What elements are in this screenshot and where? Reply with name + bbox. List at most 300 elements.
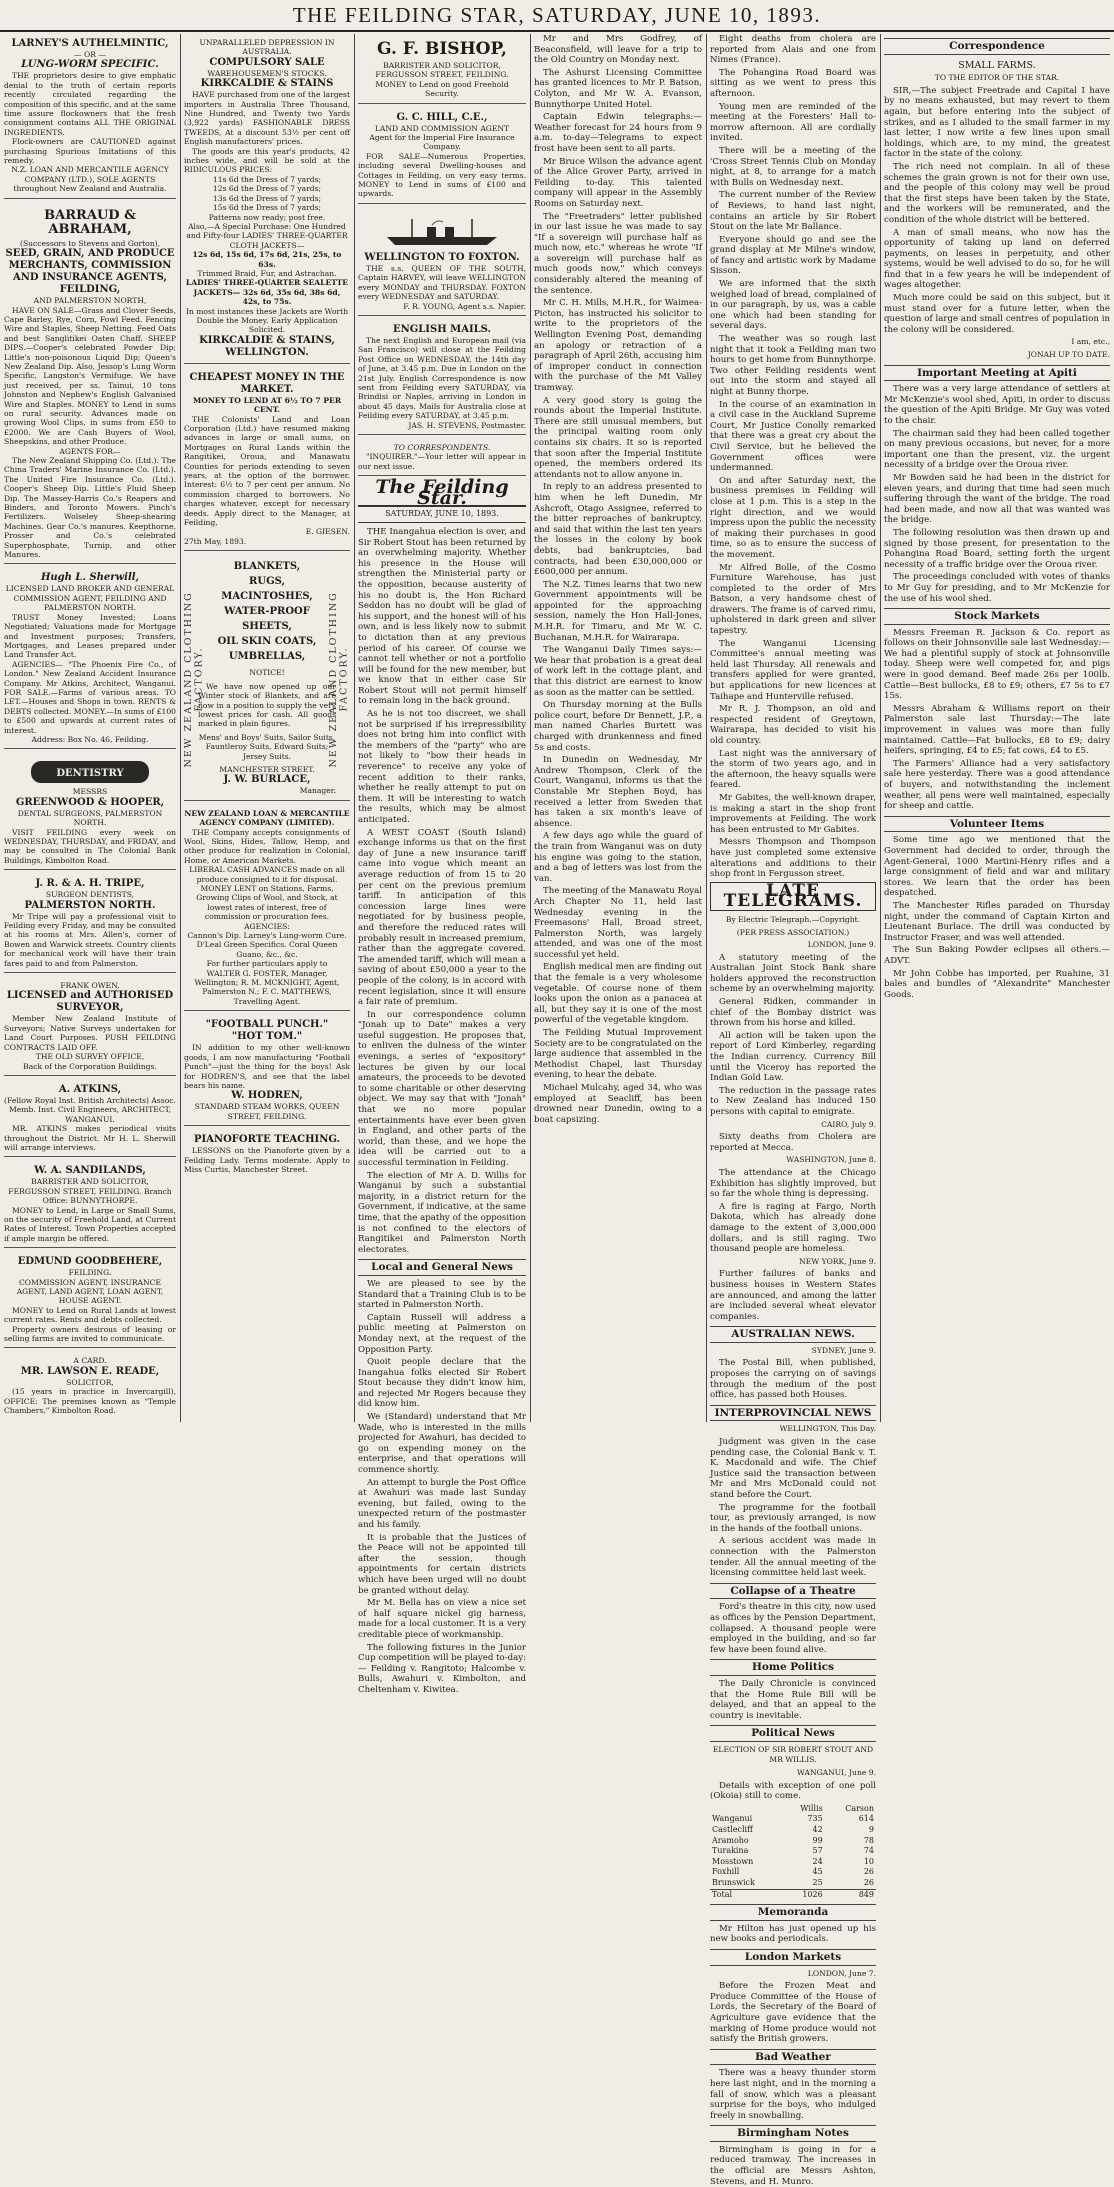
ad-hugh-sherwill <box>4 568 176 749</box>
section-heading: Home Politics <box>710 1659 876 1676</box>
paragraph: All action will be taken upon the report of Lord Kimberley, regarding the Indian currency. Currency Bill until the Viceroy has reported the Indian Gold Law. <box>710 1030 876 1084</box>
ad-text: Cannon's Dip. Larney's Lung-worm Cure. D'Leal Green Specifics. Coral Queen Guano, &c., &c. <box>187 931 347 959</box>
letter-heading: SMALL FARMS. <box>958 59 1036 71</box>
table-header-cell <box>710 1804 783 1815</box>
ad-text: DENTAL SURGEONS, PALMERSTON NORTH. <box>17 808 163 828</box>
logo-text: DENTISTRY <box>56 768 124 780</box>
dateline: SYDNEY, June 9. <box>811 1345 876 1355</box>
paragraph: Messrs Thompson and Thompson have just completed some extensive alterations and additions to their shop front in Fergusson street. <box>710 837 876 880</box>
ad-text: Trimmed Braid, Fur, and Astrachan. <box>197 268 337 278</box>
ad-title: "FOOTBALL PUNCH." <box>205 1019 329 1031</box>
ad-title: ENGLISH MAILS. <box>392 323 492 335</box>
paragraph: In reply to an address presented to him when he left Dunedin, Mr Ashcroft, Otago Assignee, referred to the bitter reproaches of bankruptcy, and said that within the last ten years the losses in the colony by book debts, bad bankruptcies, bad contracts, had been £30,000,000 or £600,000 per annum. <box>534 482 702 578</box>
table-row <box>710 1878 876 1889</box>
ad-text: MANCHESTER STREET. <box>219 764 315 774</box>
ad-tripe <box>4 874 176 973</box>
price-line: LADIES' THREE-QUARTER SEALETTE JACKETS— 32s 6d, 35s 6d, 38s 6d, 42s, to 75s. <box>185 278 349 307</box>
price-line: 15s 6d the Dress of 7 yards; <box>212 203 322 213</box>
ad-atkins <box>4 1080 176 1157</box>
dateline: NEW YORK, June 9. <box>799 1256 876 1266</box>
ad-body: We have now opened up our Winter stock of Blankets, and are now in a position to supply the very lowest prices for cash. All goods marked in plain figures. <box>198 681 336 729</box>
dentistry-logo <box>4 760 176 784</box>
ad-hill <box>358 108 526 204</box>
ad-title: G. C. HILL, C.E., <box>396 111 488 123</box>
paragraph: A few days ago while the guard of the train from Wanganui was on duty his engine was going to the station, and a bag of letters was lost from the van. <box>534 831 702 884</box>
ad-body: LESSONS on the Pianoforte given by a Feilding Lady. Terms moderate. Apply to Miss Curtis, Manchester Street. <box>184 1146 350 1174</box>
dateline: WASHINGTON, June 8. <box>786 1155 876 1165</box>
ad-title: BARRAUD & ABRAHAM, <box>44 207 136 237</box>
paragraph: There will be a meeting of the 'Cross Street Tennis Club on Monday night, at 8, to arrange for a match with Bulls on Wednesday next. <box>710 145 876 188</box>
feilding-star-masthead: The Feilding Star. <box>375 476 509 509</box>
paragraph: The Feilding Mutual Improvement Society are to be congratulated on the large audience that assembled in the Methodist Chapel, last Thursday evening, to hear the debate. <box>534 1028 702 1081</box>
steamship-icon <box>377 215 507 249</box>
column-rule <box>880 34 881 1422</box>
election-results-table <box>710 1804 876 1900</box>
paragraph: Mr and Mrs Godfrey, of Beaconsfield, will leave for a trip to the Old Country on Monday next. <box>534 34 702 66</box>
ad-text: AND PALMERSTON NORTH, <box>33 296 147 306</box>
ad-body: THE proprietors desire to give emphatic denial to the truth of certain reports recently circulated regarding the composition of this specific, and at the same time assure flockowners that the fresh consignment contains ALL THE ORIGINAL INGREDIENTS. <box>4 71 176 137</box>
paragraph: Captain Russell will address a public meeting at Palmerston on Monday next, at the request of the Opposition Party. <box>358 1312 526 1355</box>
ad-text: FEILDING, <box>59 284 121 296</box>
paragraph: Mr C. H. Mills, M.H.R., for Waimea-Picton, has instructed his solicitor to write to the proprietors of the Wellington Evening Post, demanding an apology or retraction of a paragraph of April 26th, accusing him of improper conduct in connection with the purchase of the Mt Valley tramway. <box>534 298 702 393</box>
ad-title: A. ATKINS, <box>58 1083 122 1095</box>
table-cell: 78 <box>863 1835 874 1845</box>
ad-football-punch <box>184 1015 350 1126</box>
ad-text: LAND AND COMMISSION AGENT <box>374 123 510 133</box>
paragraph: Michael Mulcahy, aged 34, who was employed at Seacliff, has been drowned near Dunedin, owing to a boat capsizing. <box>534 1083 702 1125</box>
section-heading: INTERPROVINCIAL NEWS <box>710 1405 876 1422</box>
paragraph: The chairman said they had been called together on many previous occasions, but never, for a more important one than the present, viz. the urgent necessity of a bridge over the Oroua river. <box>884 428 1110 471</box>
ad-signature: WALTER G. FOSTER, Manager, Wellington; R. M. MCKNIGHT, Agent, Palmerston N.; F. C. MATTHEWS, Travelling Agent. <box>194 968 340 1006</box>
column-6 <box>884 34 1110 1422</box>
table-row <box>710 1825 876 1836</box>
paragraph: As he is not too discreet, we shall not be surprised if his irrepressibility does not bring him into conflict with the members of the "party" who are not likely to "bow their heads in reverence" to receive any yoke of recent addition to their ranks, whether he really attempt to put on them. It will be interesting to watch the results, which may be almost anticipated. <box>358 709 526 825</box>
ad-body: (15 years in practice in Invercargill), OFFICE: The premises known as "Temple Chambers," Kimbolton Road. <box>4 1387 176 1416</box>
ad-body: N.Z. LOAN AND MERCANTILE AGENCY COMPANY (LTD.), SOLE AGENTS throughout New Zealand and Australia. <box>11 165 169 194</box>
steamship-illustration <box>358 215 526 249</box>
ad-body: THE Colonists' Land and Loan Corporation (Ltd.) have resumed making advances in large or small sums, on Mortgages on Rural Lands within the Rangitikei, Oroua, and Manawatu Counties for periods extending to seven years, at the option of the borrower. Interest: 6½ to 7 per cent per annum. No commission charged to borrowers. No charges whatever, except for necessary deeds. Apply direct to the Manager, at Feilding, <box>184 414 350 528</box>
paragraph: A serious accident was made in connection with the Palmerston tender. All the annual meeting of the licensing committee held last week. <box>710 1536 876 1579</box>
ad-text: LICENSED LAND BROKER AND GENERAL COMMISSION AGENT, FEILDING AND PALMERSTON NORTH. <box>5 584 175 613</box>
ad-title: "HOT TOM." <box>231 1031 303 1043</box>
section-heading: Birmingham Notes <box>710 2125 876 2142</box>
section-heading: London Markets <box>710 1949 876 1966</box>
table-cell: 25 <box>812 1878 823 1887</box>
table-cell: 45 <box>812 1867 823 1877</box>
table-header-row <box>710 1804 876 1815</box>
table-row <box>710 1846 876 1857</box>
table-cell: Wanganui <box>712 1814 753 1824</box>
paragraph: Details with exception of one poll (Okoia) still to come. <box>710 1780 876 1802</box>
paragraph: Mr Bowden said he had been in the district for eleven years, and during that time had seen much suffering through the want of the bridge. The road had been made, and now all that was wanted was the bridge. <box>884 472 1110 526</box>
paragraph: The attendance at the Chicago Exhibition has slightly improved, but so far the whole thing is depressing. <box>710 1167 876 1200</box>
ad-body: Mr Tripe will pay a professional visit to Feilding every Friday, and may be consulted at his rooms at Mrs. Allen's, corner of Bowen and Warwick streets. Country clients for mechanical work will have their train fares paid to and from Palmerston. <box>4 911 176 968</box>
section-heading: Bad Weather <box>710 2049 876 2066</box>
section-heading: TO CORRESPONDENTS. <box>393 442 491 452</box>
ad-text: FEILDING. <box>68 1268 112 1278</box>
ad-title: CHEAPEST MONEY IN THE MARKET. <box>189 371 345 395</box>
editorial-date: SATURDAY, JUNE 10, 1893. <box>358 505 526 523</box>
ad-signature: F. R. YOUNG, Agent s.s. Napier. <box>403 301 526 311</box>
paragraph: Mr John Cobbe has imported, per Ruahine, 31 bales and bundles of "Alexandrite" Manchester Goods. <box>884 968 1110 1000</box>
ad-signature: KIRKCALDIE & STAINS, WELLINGTON. <box>199 334 335 358</box>
paragraph: On and after Saturday next, the business premises in Feilding will close at 1 p.m. This is a step in the right direction, and we would impress upon the public the necessity of making their purchases in good time, so as to ensure the success of the movement. <box>710 475 876 560</box>
paragraph: Captain Edwin telegraphs:—Weather forecast for 24 hours from 9 a.m. to-day—Telegrams to expect frost have been sent to all parts. <box>534 112 702 154</box>
letter-signature: JONAH UP TO DATE. <box>1027 350 1110 360</box>
ad-text: LUNG-WORM SPECIFIC. <box>21 59 159 71</box>
section-heading: Political News <box>710 1725 876 1742</box>
paragraph: Further failures of banks and business houses in Western States are announced, and among the latter are included several wheat elevator companies. <box>710 1269 876 1322</box>
editorial <box>358 527 526 1255</box>
paragraph: Mr Alfred Bolle, of the Cosmo Furniture Warehouse, has just completed to the order of Mrs Batson, a very handsome chest of drawers. The frame is of carved rimu, upholstered in dark green and silver tapestry. <box>710 562 876 637</box>
ad-title: Hugh L. Sherwill, <box>40 572 140 584</box>
dateline: WELLINGTON, This Day. <box>779 1424 876 1434</box>
ad-body: Member New Zealand Institute of Surveyors; Native Surveys undertaken for Land Court Purposes. PUSH FEILDING CONTRACTS LAID OFF. <box>4 1014 176 1052</box>
to-correspondents <box>358 439 526 476</box>
ad-signature: JAS. H. STEVENS, Postmaster. <box>408 420 526 430</box>
price-line: 11s 6d the Dress of 7 yards; <box>212 174 322 184</box>
paragraph: It is probable that the Justices of the Peace will not be appointed till after the session, though appointments for certain districts which have been urged will no doubt be granted without delay. <box>358 1532 526 1596</box>
paragraph: A fire is raging at Fargo, North Dakota, which has already done damage to the extent of 3,000,000 dollars, and is still raging. Two thousand people are homeless. <box>710 1201 876 1255</box>
ad-body: HAVE ON SALE—Grass and Clover Seeds, Cape Barley, Rye, Corn, Fowl Feed. Fencing Wire and Staples, Sheep Netting. Feed Oats and best Sanglitikei Oaten Chaff. SHEEP DIPS.—Cooper's celebrated Powder Dip; Little's non-poisonous Liquid Dip; Queen's New Zealand Dip. Also, Jessop's Lung Worm Specific, Langston's Vermifuge. We have just received, per ss. Tainui, 10 tons Johnston and Nephew's English Galvanised Wire and Staples. MONEY to Lend in sums on rural security. Advances made on growing Wool Clips, in sums from £50 to £2000. We are Cash Buyers of Wool, Sheepskins, and other Produce. <box>4 305 176 447</box>
ad-bishop <box>358 34 526 104</box>
list-item: BLANKETS, <box>233 561 301 573</box>
ad-text: SOLICITOR, <box>66 1377 114 1387</box>
ad-text: MONEY TO LEND AT 6½ TO 7 PER CENT. <box>192 395 342 415</box>
ad-body: THE Company accepts consignments of Wool, Skins, Hides, Tallow, Hemp, and other produce for realization in Colonial, Home, or American Markets. <box>184 827 350 865</box>
ad-signature: J. W. BURLACE, <box>223 774 311 786</box>
paragraph: English medical men are finding out that the female is a very wholesome vegetable. Of course none of them looks upon the onion as a panacea at all, but they say it is one of the most powerful of the vegetable kingdom. <box>534 962 702 1026</box>
dateline: WANGANUI, June 9. <box>797 1768 876 1778</box>
table-row <box>710 1857 876 1868</box>
ad-body: Flock-owners are CAUTIONED against purchasing Spurious Imitations of this remedy. <box>4 137 176 166</box>
paragraph: The current number of the Review of Reviews, to hand last night, contains an article by Sir Robert Stout on the late Mr Ballance. <box>710 190 876 233</box>
table-row <box>710 1836 876 1847</box>
paragraph: In Dunedin on Wednesday, Mr Andrew Thompson, Clerk of the Court, Wanganui, informs us that the Constable Mr Stephen Boyd, has received a letter from Sweden that has taken a six month's leave of absence. <box>534 755 702 829</box>
ad-body: MR. ATKINS makes periodical visits throughout the District. Mr H. L. Sherwill will arrange interviews. <box>4 1124 176 1152</box>
section-heading: Important Meeting at Apiti <box>884 365 1110 382</box>
table-cell: 42 <box>812 1825 823 1835</box>
ad-text: For further particulars apply to <box>206 959 328 969</box>
paragraph: The N.Z. Times learns that two new Government appointments will be appointed for the approaching session, namely the Hon Hall-Jones, M.H.R. for Timaru, and Mr W. C. Buchanan, M.H.R. for Wairarapa. <box>534 579 702 643</box>
paragraph: Mr M. Bella has on view a nice set of half square nickel gig harness, made for a local customer. It is a very creditable piece of workmanship. <box>358 1598 526 1640</box>
paragraph: The Wanganui Licensing Committee's annual meeting was held last Thursday. All renewals and transfers applied for were granted, but applications for new licences at Taihape and Hunterville refused. <box>710 638 876 702</box>
paragraph: The following resolution was then drawn up and signed by those present, for presentation to the Pohangina Road Board, setting forth the urgent necessity of a traffic bridge over the Oroua river. <box>884 527 1110 570</box>
paragraph: SIR,—The subject Freetrade and Capital I have by no means exhausted, but may revert to them again, but before entering into the subject of strikes, and as I alluded to the small farmer in my last letter, I now write a few lines upon small holdings, which are, to my mind, the greatest factor in the state of the colony. <box>884 85 1110 160</box>
election-heading: ELECTION OF SIR ROBERT STOUT AND MR WILLIS. <box>712 1744 874 1765</box>
ad-text: SURGEON DENTISTS, <box>45 890 135 900</box>
table-cell: Aramoho <box>712 1835 749 1845</box>
english-mails-notice <box>358 320 526 435</box>
letter-address: TO THE EDITOR OF THE STAR. <box>934 73 1060 83</box>
column-rule <box>706 34 707 1422</box>
paragraph: A very good story is going the rounds about the Imperial Institute. There are still unusual members, but the principal waiting room only contains six chairs. It so is reported that soon after the Imperial Institute opened, the members ordered its attendants not to allow anyone in. <box>534 395 702 480</box>
byline: By Electric Telegraph.—Copyright. <box>725 914 861 924</box>
ad-title: J. R. & A. H. TRIPE, <box>35 878 145 890</box>
ad-body: Property owners desirous of leasing or selling farms are invited to communicate. <box>4 1324 176 1344</box>
ad-text: FERGUSSON STREET, FEILDING. Branch Office: BUNNYTHORPE. <box>8 1186 172 1206</box>
table-cell: 10 <box>863 1856 874 1866</box>
ad-text: Agent for the Imperial Fire Insurance Company. <box>369 133 515 152</box>
section-heading: AUSTRALIAN NEWS. <box>710 1326 876 1343</box>
paragraph: The reduction in the passage rates to New Zealand has induced 150 persons with capital to emigrate. <box>710 1085 876 1117</box>
section-heading: Local and General News <box>358 1259 526 1276</box>
section-heading: Collapse of a Theatre <box>710 1583 876 1600</box>
ad-kirkcaldie-stains <box>184 34 350 364</box>
side-label: NEW ZEALAND CLOTHING FACTORY. <box>183 591 205 768</box>
ad-text: (Fellow Royal Inst. British Architects) Assoc. Memb. Inst. Civil Engineers, ARCHITECT, WANGANUI. <box>4 1095 176 1124</box>
ad-frank-owen <box>4 977 176 1076</box>
ad-text: (Successors to Stevens and Gorton), <box>20 238 160 248</box>
paragraph: Mr R. J. Thompson, an old and respected resident of Greytown, Wairarapa, has decided to visit his old country. <box>710 704 876 746</box>
paragraph: The programme for the football tour, as previously arranged, is now in the hands of the football unions. <box>710 1502 876 1534</box>
ad-title: WELLINGTON TO FOXTON. <box>364 251 520 263</box>
list-item: MACINTOSHES, <box>221 591 313 603</box>
ad-text: BARRISTER AND SOLICITOR, <box>31 1177 149 1187</box>
paragraph: Ford's theatre in this city, now used as offices by the Pension Department, collapsed. A thousand people were employed in the building, and so far few have been found alive. <box>710 1602 876 1655</box>
paragraph: Messrs Freeman R. Jackson & Co. report as follows on their Johnsonville sale last Wednesday:—We had a plentiful supply of stock at Johnsonville today. Sheep were well competed for, and pigs were in good demand. Beef made 26s per 100lb. Cattle—Best bullocks, £8 to £9; others, £7 5s to £7 15s. <box>884 627 1110 702</box>
table-header-cell: Willis <box>800 1803 823 1813</box>
table-cell: 57 <box>812 1846 823 1856</box>
table-cell: 99 <box>812 1835 823 1845</box>
paragraph: A statutory meeting of the Australian Joint Stock Bank share holders approved the reconstruction scheme by an overwhelming majority. <box>710 952 876 995</box>
ad-text: Also,—A Special Purchase: One Hundred and Fifty-four LADIES' THREE-QUARTER CLOTH JACKETS— <box>186 221 348 250</box>
ad-text: AGENTS FOR— <box>59 446 121 456</box>
ad-text: STANDARD STEAM WORKS, QUEEN STREET, FEILDING. <box>194 1102 340 1121</box>
table-cell: 74 <box>863 1846 874 1856</box>
ad-text: WAREHOUSEMEN'S STOCKS. <box>207 68 327 78</box>
paragraph: A WEST COAST (South Island) exchange informs us that on the first day of June a new insurance tariff came into vogue which meant an average reduction of from 15 to 20 per cent on the previous premium tariff. In anticipation of this concession large lines were negotiated for by business people, and therefore the reduced rates will probably result in increased premium, rather than the aggregate covered. The amended tariff, which will mean a saving of about £50,000 a year to the people of the colony, is in accord with recent legislation, since it will ensure a fair rate of premium. <box>358 827 526 1008</box>
ad-body: MONEY to Lend, in Large or Small Sums, on the security of Freehold Land, at Current Rates of Interest. Town Properties accepted if ample margin be offered. <box>4 1205 176 1243</box>
table-cell: Total <box>712 1889 733 1899</box>
paragraph: Much more could be said on this subject, but it must stand over for a future letter, when the question of large and small centres of population in the colony will be considered. <box>884 293 1110 335</box>
paragraph: A man of small means, who now has the opportunity of taking up land on deferred payments, on leases in perpetuity, and other systems, would be well advised to do so, for he will find that in a few years he will be independent of wages altogether. <box>884 227 1110 291</box>
table-cell: 26 <box>863 1878 874 1887</box>
table-cell: Castlecliff <box>712 1825 753 1835</box>
paragraph: Mr Hilton has just opened up his new books and periodicals. <box>710 1923 876 1945</box>
paragraph: The election of Mr A. D. Willis for Wanganui by such a substantial majority, in a district return for the Government, if indicative, at the same time, that the apathy of the opposition is not confined to the electors of Rangitikei and Palmerston North electorates. <box>358 1170 526 1255</box>
ad-text: AGENCIES: <box>244 921 290 931</box>
paragraph: The "Freetraders" letter published in our last issue he was made to say "If a sovereign will purchase half as much now, etc." whereas he wrote "If a sovereign will purchase half as much goods now," which conveys considerably altered the meaning of the sentence. <box>534 211 702 296</box>
ad-reade <box>4 1352 176 1419</box>
ad-text: Back of the Corporation Buildings. <box>23 1061 157 1071</box>
masthead-title: THE FEILDING STAR, SATURDAY, JUNE 10, 1893. <box>292 3 822 27</box>
ad-text: Mens' and Boys' Suits, Sailor Suits, Fauntleroy Suits, Edward Suits; Jersey Suits. <box>198 732 336 761</box>
ad-steamer <box>358 208 526 316</box>
ad-nz-clothing-factory <box>184 555 350 800</box>
column-2 <box>184 34 350 1422</box>
ad-text: BARRISTER AND SOLICITOR, <box>383 61 501 70</box>
paragraph: There was a very large attendance of settlers at Mr McKenzie's wool shed, Apiti, in order to discuss the question of the Apiti Bridge. Mr Guy was voted to the chair. <box>884 384 1110 426</box>
ad-text: FERGUSSON STREET, FEILDING. <box>375 70 509 80</box>
paragraph: General Ridken, commander in chief of the Bombay district was thrown from his horse and killed. <box>710 997 876 1029</box>
ad-text: — OR — <box>74 50 106 59</box>
section-heading: Memoranda <box>710 1904 876 1921</box>
table-cell: Turakina <box>712 1846 749 1856</box>
ad-text: LIBERAL CASH ADVANCES made on all produce consigned to it for disposal. <box>189 865 345 884</box>
ad-title: EDMUND GOODBEHERE, <box>17 1256 163 1268</box>
ad-body: TRUST Money Invested; Loans Negotiated; Valuations made for Mortgage and Investment purposes; Transfers, Mortgages, and Leases prepared under Land Transfer Act. <box>4 612 176 660</box>
ad-text: COMMISSION AGENT, INSURANCE AGENT, LAND AGENT, LOAN AGENT, HOUSE AGENT. <box>16 1277 164 1306</box>
paragraph: The following fixtures in the Junior Cup competition will be played to-day:— Feilding v. Rangitoto; Halcombe v. Bulls, Awahuri v. Kimbolton, and Cheltenham v. Kiwitea. <box>358 1642 527 1695</box>
ad-text: A CARD. <box>73 1356 107 1366</box>
column-3 <box>358 34 527 1695</box>
column-5 <box>710 34 876 2187</box>
paragraph: We (Standard) understand that Mr Wade, who is interested in the mills projected for Awahuri, has decided to go on expending money on the enterprise, and that operations will commence shortly. <box>358 1412 526 1476</box>
table-cell: 614 <box>858 1814 874 1824</box>
side-label: NEW ZEALAND CLOTHING FACTORY. <box>327 591 350 768</box>
paragraph: Last night was the anniversary of the storm of two years ago, and in the afternoon, the heavy squalls were feared. <box>710 748 876 791</box>
ad-date: 27th May, 1893. <box>184 536 247 546</box>
paragraph: Mr Bruce Wilson the advance agent of the Alice Grover Party, arrived in Feilding to-day. This talented company will appear in the Assembly Rooms on Saturday next. <box>534 156 702 209</box>
ad-goodbehere <box>4 1252 176 1348</box>
list-item: UMBRELLAS, <box>228 651 306 663</box>
list-item: RUGS, <box>249 576 285 588</box>
byline: (PER PRESS ASSOCIATION.) <box>736 927 850 937</box>
ad-sandilands <box>4 1161 176 1248</box>
ad-body: HAVE purchased from one of the largest importers in Australia Three Thousand, Nine Hundred, and Twenty two Yards (3,922 yards) FASHIONABLE DRESS TWEEDS, At a discount 53½ per cent off English manufacturers' prices. <box>184 90 350 147</box>
list-item: OIL SKIN COATS, <box>217 636 317 648</box>
ad-title: FRANK OWEN, <box>60 981 120 991</box>
ad-text: COMPULSORY SALE <box>209 56 325 68</box>
section-heading: Volunteer Items <box>884 816 1110 833</box>
table-cell: 1026 <box>802 1889 823 1899</box>
ad-text: Manager. <box>299 786 336 796</box>
paragraph: On Thursday morning at the Bulls police court, before Dr Bennett, J.P., a man named Charles Burtett was charged with drunkenness and fined 5s and costs. <box>534 700 702 753</box>
late-telegrams-heading: LATE TELEGRAMS. <box>710 882 876 911</box>
paragraph: There was a heavy thunder storm here last night, and in the morning a fall of snow, which was a pleasant surprise for the boys, who indulged freely in snowballing. <box>710 2068 876 2121</box>
ad-title: NEW ZEALAND LOAN & MERCANTILE AGENCY COMPANY (LIMITED). <box>184 808 350 828</box>
ad-text: In most instances these Jackets are Worth Double the Money. Early Application Solicited. <box>185 306 349 335</box>
ad-body: THE s.s. QUEEN OF THE SOUTH, Captain HARVEY, will leave WELLINGTON every MONDAY and THURSDAY. FOXTON every WEDNESDAY and SATURDAY. <box>358 263 526 302</box>
table-cell: 849 <box>858 1889 874 1899</box>
ad-text: Address: Box No. 46, Feilding. <box>31 734 149 744</box>
ad-text: Patterns now ready; post free. <box>208 212 326 222</box>
tooth-logo-icon <box>30 760 150 784</box>
paragraph: The Sun Baking Powder eclipses all others.—ADVT. <box>884 945 1110 966</box>
ad-body: "INQUIRER."—Your letter will appear in our next issue. <box>358 452 526 471</box>
paragraph: Before the Frozen Meat and Produce Committee of the House of Lords, the Secretary of the Board of Agriculture gave evidence that the marking of Home produce would not satisfy the British growers. <box>710 1981 876 2045</box>
ad-title: PIANOFORTE TEACHING. <box>193 1134 340 1146</box>
paragraph: Messrs Abraham & Williams report on their Palmerston sale last Thursday:—The late improvement in values was more than fully maintained. Cattle—Fat bullocks, £8 to £9; dairy heifers, springing, £4 to £5; fat cows, £4 to £5. <box>884 703 1110 757</box>
ad-greenwood-hooper <box>4 753 176 870</box>
paragraph: An attempt to burgle the Post Office at Awahuri was made last Sunday evening, but failed, owing to the unexpected return of the postmaster and his family. <box>358 1477 526 1530</box>
ad-body: FOR SALE—Numerous Properties, including several Dwelling-houses and Cottages in Feilding, on very easy terms. MONEY to Lend in sums of £100 and upwards. <box>358 151 526 199</box>
paragraph: Quoit people declare that the Inangahua folks elected Sir Robert Stout because they didn't know him, and rejected Mr Rogers because they did know him. <box>358 1357 526 1410</box>
ad-body: AGENCIES— "The Phoenix Fire Co., of London." New Zealand Accident Insurance Company. Mr Atkins, Architect, Wanganui. FOR SALE.—Farms of various areas. TO LET.—Houses and Shops in town. RENTS & DEBTS collected. MONEY.—In sums of £100 to £500 and upwards at current rates of interest. <box>4 659 176 735</box>
table-cell: 26 <box>863 1867 874 1877</box>
table-cell: Foxhill <box>712 1867 740 1877</box>
local-news <box>358 1279 526 1696</box>
paragraph: The Farmers' Alliance had a very satisfactory sale here yesterday. There was a good attendance of buyers, and notwithstanding the inclement weather, all pens were well maintained, especially for sheep and cattle. <box>884 758 1110 812</box>
paragraph: In the course of an examination in a civil case in the Auckland Supreme Court, Mr Justice Conolly remarked that there was a great cry about the Civil Service, but he believed the Government offices were undermanned. <box>710 399 876 474</box>
ad-barraud-abraham <box>4 203 176 565</box>
paragraph: The proceedings concluded with votes of thanks to Mr Guy for presiding, and to Mr McKenzie for the use of his wool shed. <box>884 572 1110 604</box>
paragraph: The Daily Chronicle is convinced that the Home Rule Bill will be delayed, and that an appeal to the country is inevitable. <box>710 1678 876 1721</box>
column-1 <box>4 34 176 1422</box>
table-cell: 24 <box>812 1856 823 1866</box>
paragraph: Eight deaths from cholera are reported from Alais and one from Nimes (France). <box>710 34 876 66</box>
ad-larneys <box>4 34 176 199</box>
table-header-cell: Carson <box>845 1803 874 1813</box>
ad-text: THE OLD SURVEY OFFICE, <box>35 1052 145 1062</box>
ad-title: KIRKCALDIE & STAINS <box>200 78 334 90</box>
ad-text: LICENSED and AUTHORISED SURVEYOR, <box>6 990 174 1014</box>
table-cell: 735 <box>807 1814 823 1824</box>
paragraph: Sixty deaths from Cholera are reported at Mecca. <box>710 1132 876 1153</box>
price-line: 12s 6d, 15s 6d, 17s 6d, 21s, 25s, to 63s. <box>192 250 342 269</box>
column-rule <box>354 34 355 1422</box>
ad-title: LARNEY'S AUTHELMINTIC, <box>11 38 169 49</box>
paragraph: The Wanganui Daily Times says:—We hear that probation is a great deal of work left in the cottage plant, and that this district are earnest to know as soon as the matter can be settled. <box>534 645 702 698</box>
list-item: WATER-PROOF SHEETS, <box>224 606 310 633</box>
section-heading: Stock Markets <box>884 608 1110 625</box>
paragraph: Birmingham is going in for a reduced tramway. The increases in the official are Messrs Ashton, Stevens, and H. Munro. <box>710 2144 876 2187</box>
ad-title: W. A. SANDILANDS, <box>34 1165 146 1177</box>
price-line: 12s 6d the Dress of 7 yards; <box>212 184 322 194</box>
letter-signoff: I am, etc., <box>1071 337 1110 347</box>
ad-text: UNPARALLELED DEPRESSION IN AUSTRALIA. <box>199 38 335 57</box>
paragraph: We are pleased to see by the Standard that a Training Club is to be started in Palmerston North. <box>358 1278 526 1311</box>
ad-text: MESSRS <box>72 787 108 797</box>
ad-title: MR. LAWSON E. READE, <box>20 1365 160 1377</box>
paragraph: Everyone should go and see the grand display at Mr Milne's window, of fancy and artistic work by Madame Sisson. <box>710 234 876 277</box>
ad-text: MONEY to Lend on good Freehold Security. <box>375 79 509 99</box>
paragraph: We are informed that the sixth weighed load of bread, complained of in our paragraph, by us, was a cable one which had been standing for several days. <box>710 279 876 332</box>
column-rule <box>530 34 531 1422</box>
ad-signature: E. GIESEN. <box>305 527 350 537</box>
ad-title: GREENWOOD & HOOPER, <box>15 796 165 808</box>
ad-body: The goods are this year's products, 42 inches wide, and will be sold at the RIDICULOUS PRICES: <box>184 146 350 175</box>
table-cell: 9 <box>868 1825 874 1835</box>
table-cell: Mosstown <box>712 1856 754 1866</box>
ad-body: The next English and European mail (via San Francisco) will close at the Feilding Post Office on WEDNESDAY, the 14th day of June, at 3.45 p.m. Due in London on the 21st July. English Correspondence is now sent from Feilding every SATURDAY, via Brindisi or Naples, arriving in London in about 45 days. Mails for Australia close at Feilding every SATURDAY, at 3.45 p.m. <box>358 335 526 421</box>
paragraph: The Postal Bill, when published, proposes the carrying on of savings through the medium of the post office, has passed both Houses. <box>710 1358 876 1401</box>
dateline: CAIRO, July 9. <box>821 1119 876 1129</box>
ad-body: MONEY to Lend on Rural Lands at lowest current rates. Rents and debts collected. <box>4 1305 176 1325</box>
paragraph: The meeting of the Manawatu Royal Arch Chapter No 11, held last Wednesday evening in the Freemasons' Hall, Broad street, Palmerston North, was largely attended, and was one of the most successful yet held. <box>534 886 702 960</box>
items-list <box>198 559 336 664</box>
paragraph: THE Inangahua election is over, and Sir Robert Stout has been returned by an overwhelming majority. Whether his presence in the House will strengthen the Ministerial party or the opposition, because austerity of his no doubt is, the Hon Richard Seddon has no doubt will be glad of his support, and the honest will of his own, and is less likely now to submit to dictation than at any previous period of his career. Of course we cannot tell whether or not a portfolio will be found for the new member, but we know that in either case Sir Robert Stout will not permit himself to remain long in the back ground. <box>358 526 526 707</box>
ad-text: NOTICE! <box>249 668 285 678</box>
dateline: LONDON, June 9. <box>807 940 876 950</box>
ad-title: G. F. BISHOP, <box>377 39 507 59</box>
dateline: LONDON, June 7. <box>807 1968 876 1978</box>
paragraph: The Ashurst Licensing Committee has granted licences to Mr P. Batson, Colyton, and Mr W. A. Evanson, Bunnythorpe United Hotel. <box>534 67 702 110</box>
ad-body: IN addition to my other well-known goods, I am now manufacturing "Football Punch"—just the thing for the boys! Ask for HODREN'S, and see that the label bears his name. <box>184 1043 350 1090</box>
ad-body: VISIT FEILDING every week on WEDNESDAY, THURSDAY, and FRIDAY, and may be consulted in The Colonial Bank Buildings, Kimbolton Road. <box>4 827 176 865</box>
ad-pianoforte <box>184 1130 350 1178</box>
ad-text: MONEY LENT on Stations, Farms, Growing Clips of Wool, and Stock, at lowest rates of interest, free of commission or procuration fees. <box>196 884 338 922</box>
paragraph: The weather was so rough last night that it took a Feilding man two hours to get home from Bunnythorpe. Two other Feilding residents went out into the storm and stayed all night at Bunny thorpe. <box>710 334 876 397</box>
paragraph: Young men are reminded of the meeting at the Foresters' Hall to-morrow afternoon. All are cordially invited. <box>710 101 876 144</box>
paragraph: Judgment was given in the case pending case, the Colonial Bank v. T. K. Macdonald and wife. The Chief Justice said the transaction between Mr and Mrs McDonald could not stand before the Court. <box>710 1437 876 1500</box>
paragraph: Mr Gabites, the well-known draper, is making a start in the shop front improvements at Feilding. The work has been entrusted to Mr Gabites. <box>710 792 876 835</box>
price-line: 13s 6d the Dress of 7 yards; <box>212 193 322 203</box>
ad-nz-loan-mercantile <box>184 805 350 1012</box>
table-row <box>710 1814 876 1825</box>
paragraph: Some time ago we mentioned that the Government had decided to order, through the Agent-General, 1000 Martini-Henry rifles and a large consignment of field and war and military stores. We learn that the order has been despatched. <box>884 835 1110 899</box>
column-4 <box>534 34 702 1422</box>
ad-text: PALMERSTON NORTH. <box>24 899 156 911</box>
ad-cheapest-money <box>184 368 350 552</box>
table-total-row <box>710 1889 876 1900</box>
column-rule <box>180 34 181 1422</box>
paragraph: The rich need not complain. In all of these schemes the grain grown is not for their own use, and the people of this colony may well be proud that the first steps have been taken by the State, and the workers will be remunerated, and the condition of the whole district will be bettered. <box>884 161 1110 225</box>
ad-signature: W. HODREN, <box>231 1090 303 1102</box>
section-heading: Correspondence <box>884 38 1110 55</box>
ad-body: The New Zealand Shipping Co. (Ltd.). The China Traders' Marine Insurance Co. (Ltd.). The United Fire Insurance Co. (Ltd.). Cooper's Sheep Dip. Little's Fluid Sheep Dip. The Massey-Harris Co.'s Reapers and Binders, and Toronto Mowers. Pinch's Fertilizers. Wolseley Sheep-shearing Machines. Gear Co.'s manures. Keepthorne, Prosser and Co.'s celebrated Superphosphate, Turnip, and other Manures. <box>4 456 176 560</box>
